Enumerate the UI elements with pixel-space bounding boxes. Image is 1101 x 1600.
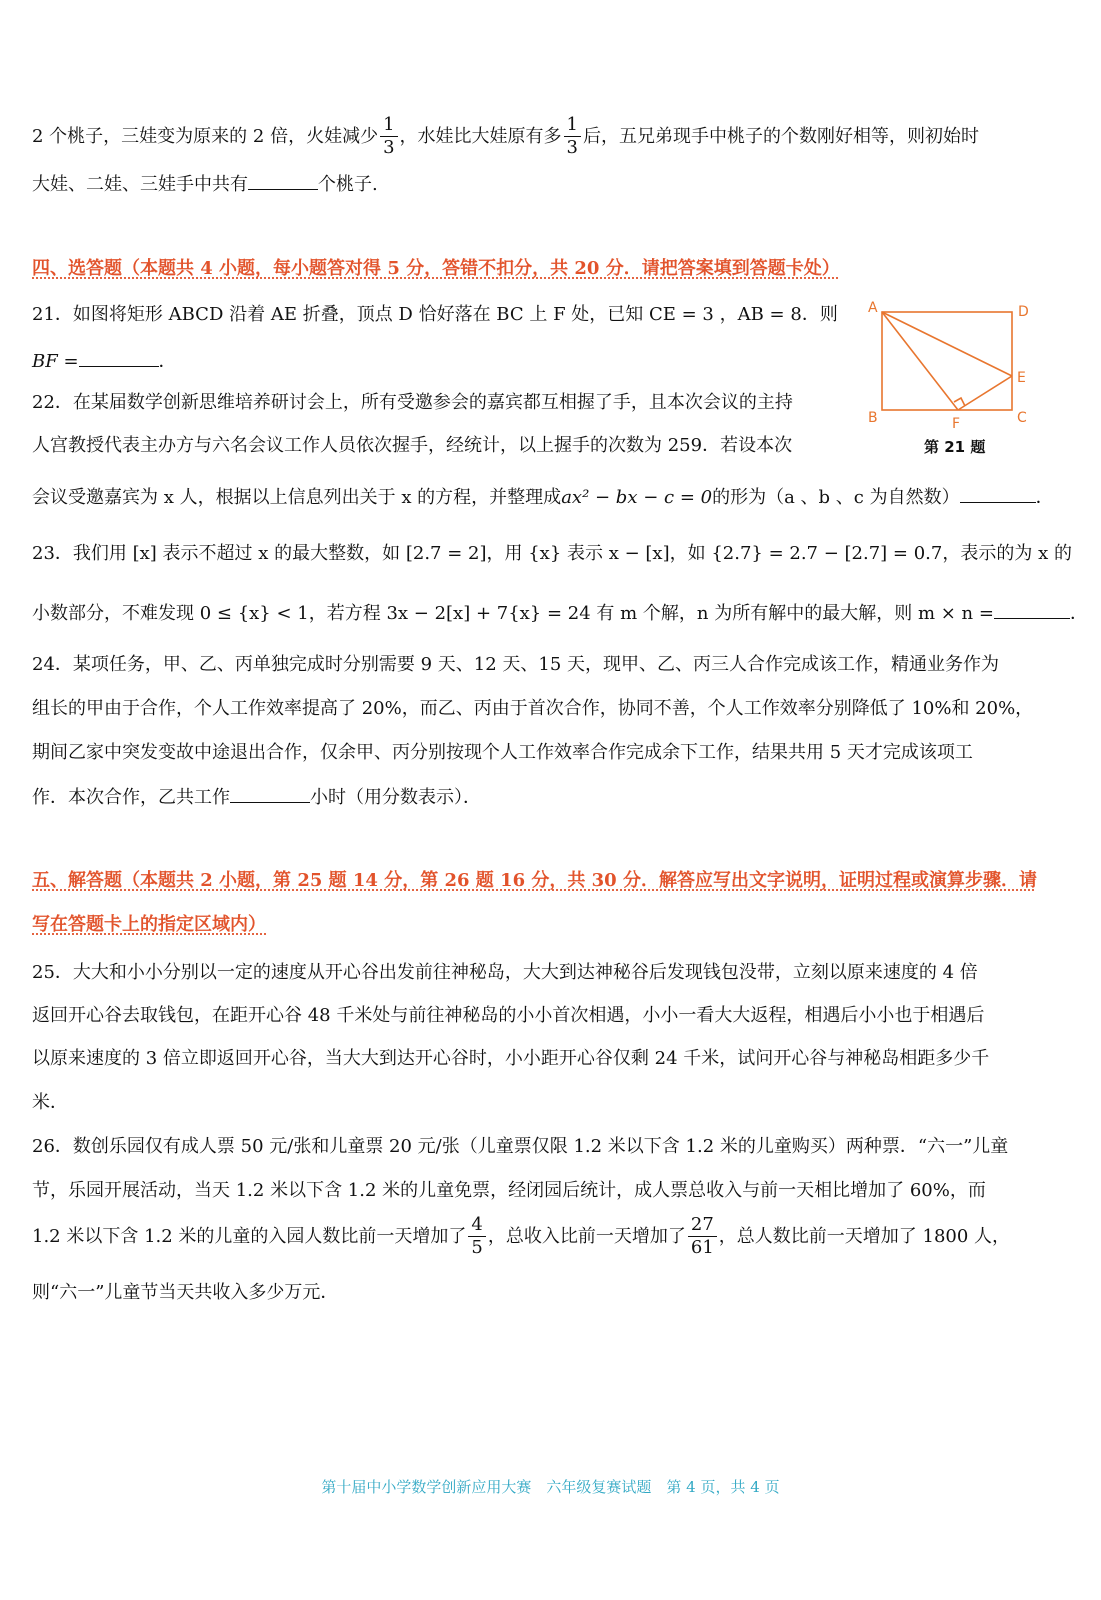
segment-fe xyxy=(958,376,1012,410)
section-4-title: 四、选答题（本题共 4 小题，每小题答对得 5 分，答错不扣分，共 20 分．请把答案填到答题卡处） xyxy=(32,258,840,279)
question-25-line-1: 25．大大和小小分别以一定的速度从开心谷出发前往神秘岛，大大到达神秘谷后发现钱包没带，立刻以原来速度的 4 倍 xyxy=(32,962,978,983)
question-24-line-2: 组长的甲由于合作，个人工作效率提高了 20%，而乙、丙由于首次合作，协同不善，个人工作效率分别降低了 10%和 20%， xyxy=(32,698,1034,719)
label-c: C xyxy=(1017,410,1027,426)
answer-blank[interactable] xyxy=(248,171,318,190)
question-23-line-2: 小数部分，不难发现 0 ≤ {x} < 1，若方程 3x − 2[x] + 7{x} = 24 有 m 个解，n 为所有解中的最大解，则 m × n = ． xyxy=(32,600,1088,627)
continuation-line-1 xyxy=(32,114,979,159)
text-segment: ，水娃比大娃原有多 xyxy=(399,125,562,147)
answer-blank[interactable] xyxy=(960,484,1036,503)
answer-blank[interactable] xyxy=(994,600,1070,619)
question-21-line-2: BF = ． xyxy=(32,348,177,375)
label-b: B xyxy=(868,410,878,426)
question-24-line-3: 期间乙家中突发变故中途退出合作，仅余甲、丙分别按现个人工作效率合作完成余下工作，结果共用 5 天才完成该项工 xyxy=(32,742,973,763)
question-26-line-1: 26．数创乐园仅有成人票 50 元/张和儿童票 20 元/张（儿童票仅限 1.2 米以下含 1.2 米的儿童购买）两种票．“六一”儿童 xyxy=(32,1136,1009,1157)
question-25-line-3: 以原来速度的 3 倍立即返回开心谷，当大大到达开心谷时，小小距开心谷仅剩 24 千米，试问开心谷与神秘岛相距多少千 xyxy=(32,1048,990,1069)
figure-21-caption: 第 21 题 xyxy=(924,438,986,456)
question-23-line-1: 23．我们用 [x] 表示不超过 x 的最大整数，如 [2.7 = 2]，用 {x} 表示 x − [x]，如 {2.7} = 2.7 − [2.7] = 0.7，表示的为 x 的 xyxy=(32,543,1072,564)
question-22-line-2: 人宫教授代表主办方与六名会议工作人员依次握手，经统计，以上握手的次数为 259．若设本次 xyxy=(32,435,793,456)
text-segment: 后，五兄弟现手中桃子的个数刚好相等，则初始时 xyxy=(582,125,979,147)
fraction-one-third: $\frac{1}{3}$ xyxy=(564,114,581,159)
question-24-line-4: 作．本次合作，乙共工作 小时（用分数表示）． xyxy=(32,784,481,811)
fraction-one-third: $\frac{1}{3}$ xyxy=(380,114,397,159)
text-segment: 2 个桃子，三娃变为原来的 2 倍，火娃减少 xyxy=(32,125,379,147)
label-f: F xyxy=(952,416,961,432)
fold-line-ae xyxy=(882,312,1012,376)
fraction-27-61: $\frac{27}{61}$ xyxy=(688,1214,717,1259)
right-angle-mark xyxy=(954,398,965,406)
section-5-title-line-2: 写在答题卡上的指定区域内） xyxy=(32,914,266,935)
answer-blank[interactable] xyxy=(79,348,159,367)
question-24-line-1: 24．某项任务，甲、乙、丙单独完成时分别需要 9 天、12 天、15 天，现甲、乙、丙三人合作完成该工作，精通业务作为 xyxy=(32,654,1000,675)
fraction-four-fifths: $\frac{4}{5}$ xyxy=(468,1214,485,1259)
segment-af xyxy=(882,312,958,410)
question-26-line-4: 则“六一”儿童节当天共收入多少万元． xyxy=(32,1282,339,1303)
question-25-line-4: 米． xyxy=(32,1092,68,1113)
continuation-line-2: 大娃、二娃、三娃手中共有 个桃子. xyxy=(32,171,378,198)
page-footer: 第十届中小学数学创新应用大赛 六年级复赛试题 第 4 页，共 4 页 xyxy=(321,1478,780,1496)
question-21-line-1: 21．如图将矩形 ABCD 沿着 AE 折叠，顶点 D 恰好落在 BC 上 F 处，已知 CE = 3 ，AB = 8．则 xyxy=(32,304,838,325)
question-26-line-2: 节，乐园开展活动，当天 1.2 米以下含 1.2 米的儿童免票，经闭园后统计，成人票总收入与前一天相比增加了 60%，而 xyxy=(32,1180,986,1201)
label-e: E xyxy=(1017,370,1026,386)
section-5-title-line-1: 五、解答题（本题共 2 小题，第 25 题 14 分，第 26 题 16 分，共 30 分．解答应写出文字说明，证明过程或演算步骤．请 xyxy=(32,870,1037,891)
quadratic-equation: ax² − bx − c = 0 xyxy=(561,487,713,508)
label-a: A xyxy=(868,300,878,316)
question-26-line-3: 1.2 米以下含 1.2 米的儿童的入园人数比前一天增加了 $\frac{4}{5}$ ，总收入比前一天增加了 $\frac{27}{61}$ ，总人数比前一天增加了 1800 人， xyxy=(32,1214,1011,1258)
question-25-line-2: 返回开心谷去取钱包，在距开心谷 48 千米处与前往神秘岛的小小首次相遇，小小一看大大返程，相遇后小小也于相遇后 xyxy=(32,1005,985,1026)
answer-blank[interactable] xyxy=(230,784,310,803)
question-22-line-1: 22．在某届数学创新思维培养研讨会上，所有受邀参会的嘉宾都互相握了手，且本次会议的主持 xyxy=(32,392,793,413)
label-d: D xyxy=(1018,304,1029,320)
question-22-line-3: 会议受邀嘉宾为 x 人，根据以上信息列出关于 x 的方程，并整理成ax² − bx − c = 0的形为（a 、b 、c 为自然数） ． xyxy=(32,484,1054,511)
